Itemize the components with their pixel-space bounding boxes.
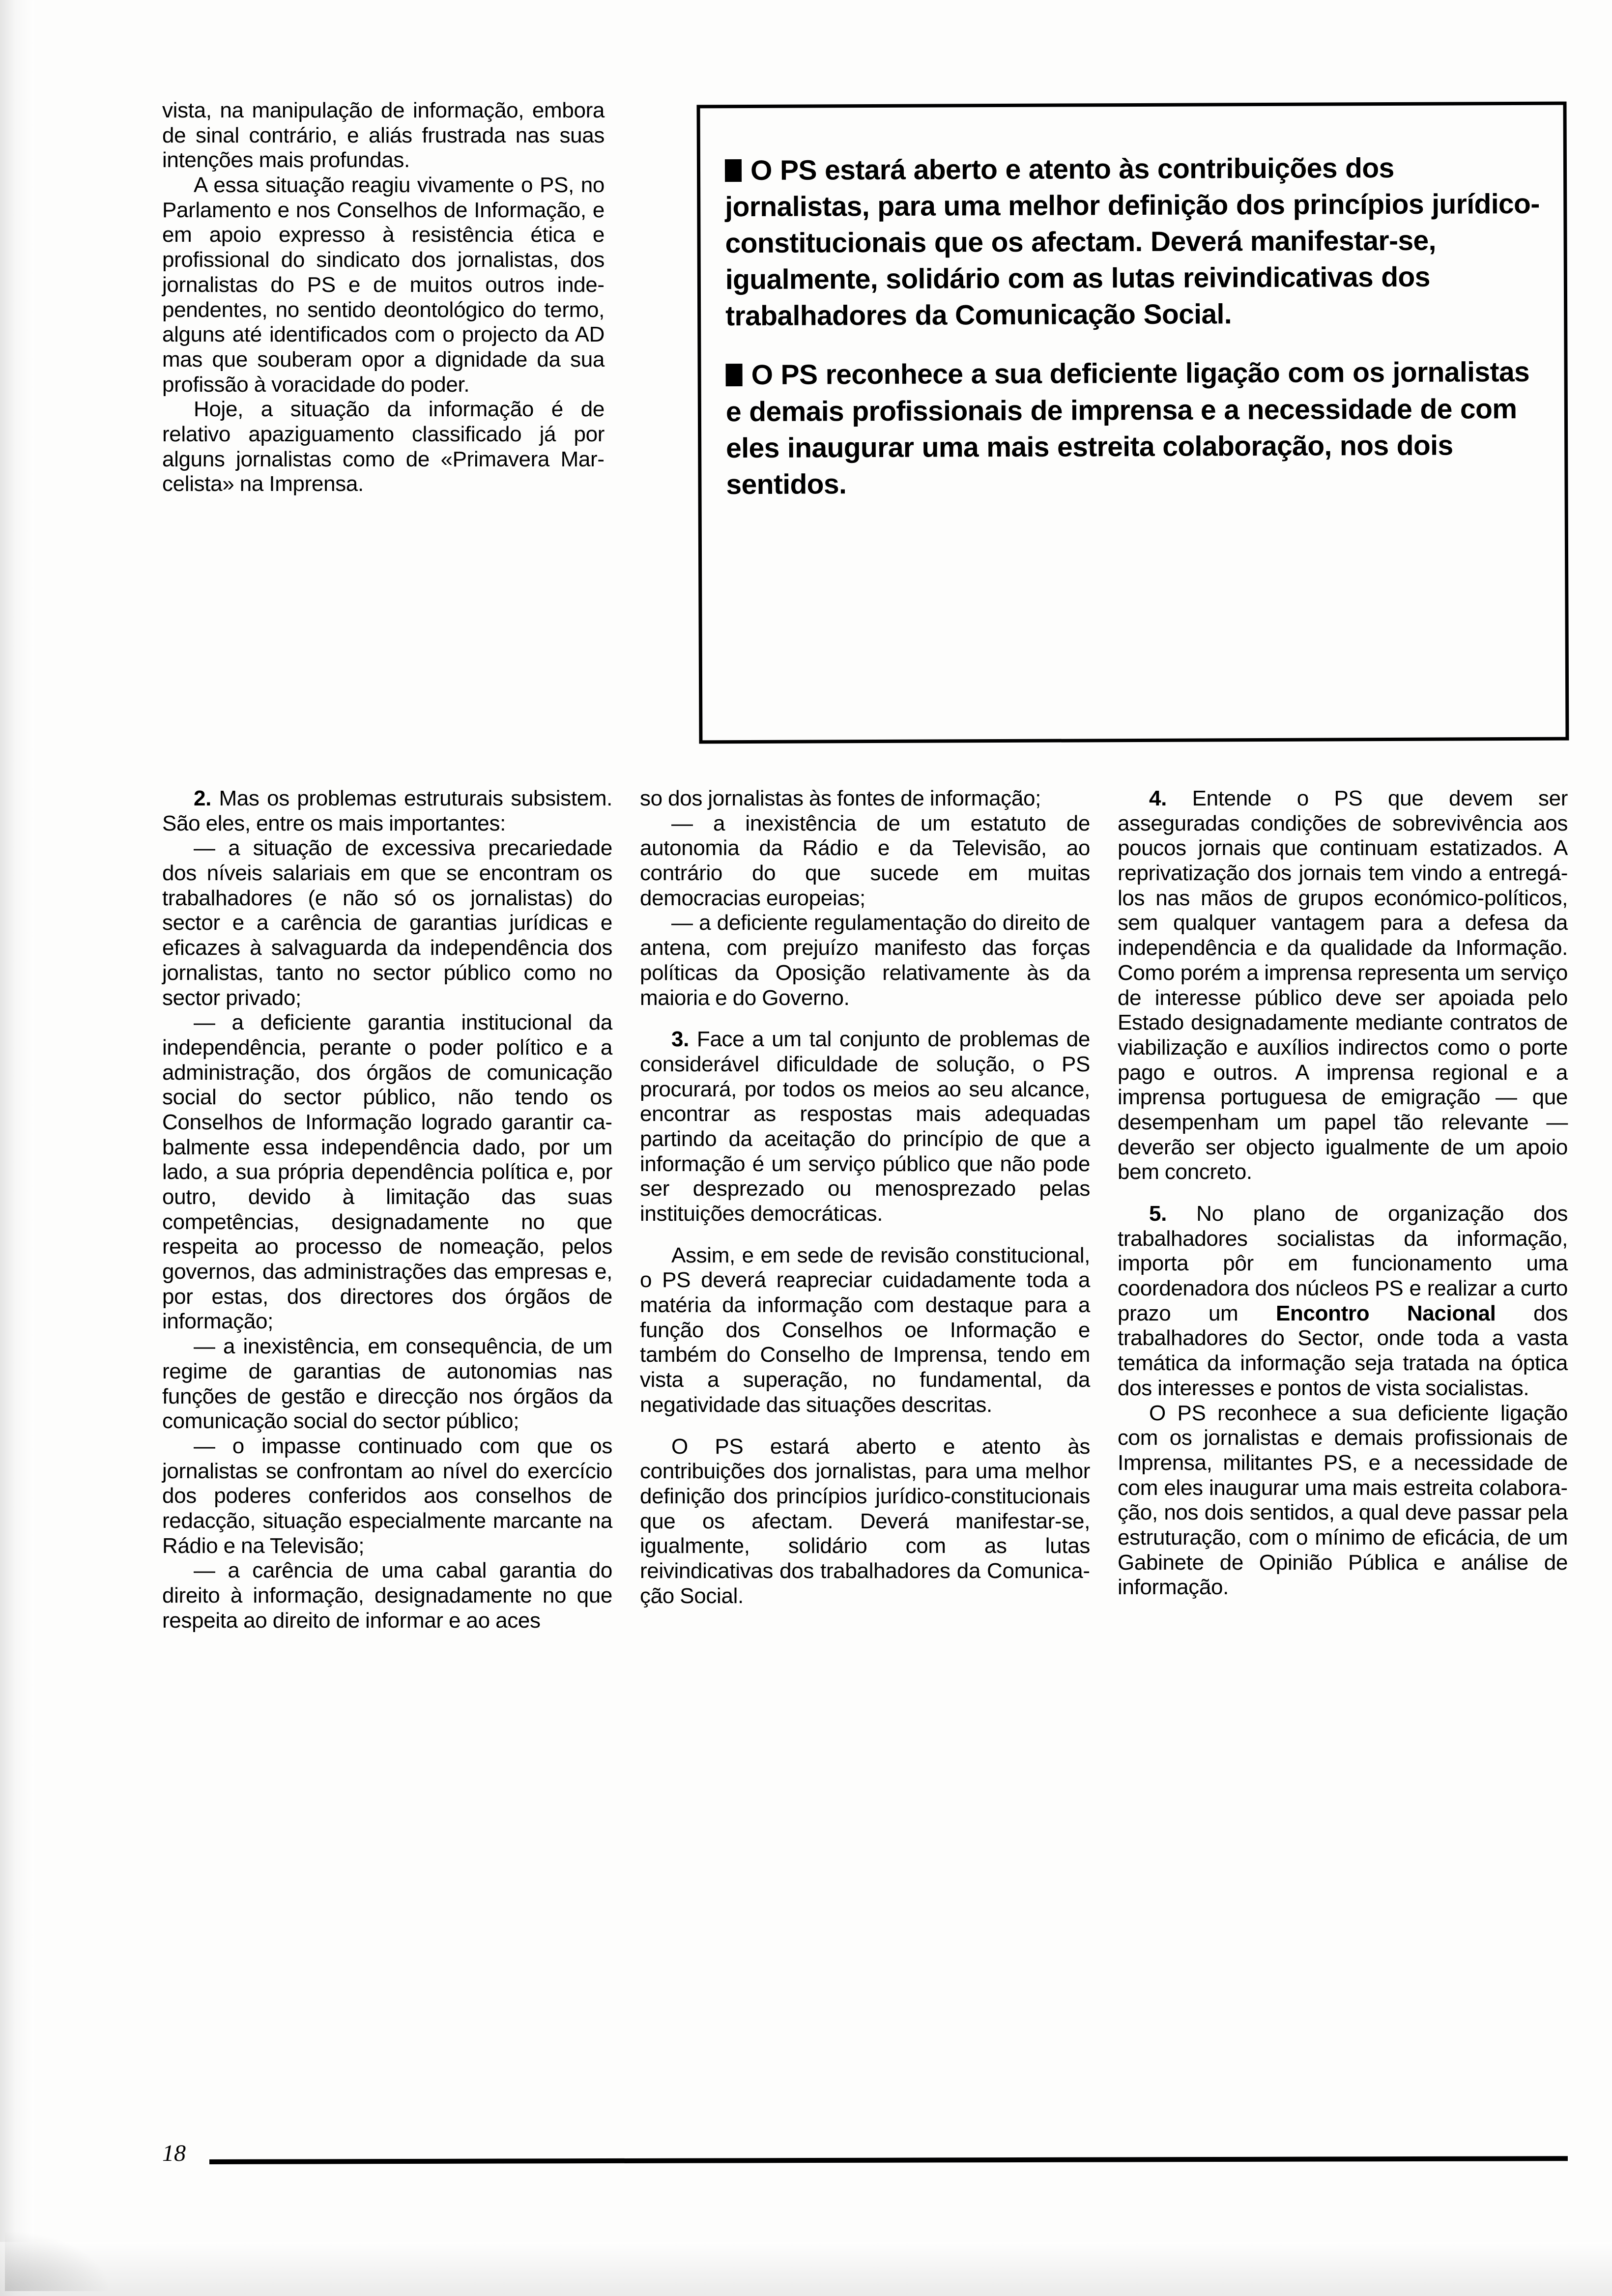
section-3-paragraph <box>640 1027 1090 1227</box>
bullet-paragraph: — a inexistência de um estatuto de autonomia da Rádio e da Televisão, ao contrário do que sucede em muitas democracias europeias; <box>640 811 1090 910</box>
bullet-paragraph: — a inexistência, em consequência, de um regime de garantias de autonomias nas funções de gestão e direcção nos órgãos da comunicação social do sector público; <box>162 1334 612 1434</box>
bullet-paragraph: — a carência de uma cabal garantia do direito à informação, designadamente no que respeita ao direito de informar e ao aces <box>162 1558 612 1633</box>
section-4-text: Entende o PS que devem ser asseguradas condições de sobrevivência aos poucos jornais que continuam estatizados. A reprivatização dos jornais tem vindo a entregá-los nas mãos de grupos económico-políticos, sem qualquer vantagem para a defesa da independência e da qualidade da Informação. Como porém a imprensa representa um serviço de interesse público deve ser apoiada pelo Estado designadamente mediante contratos de viabilização e auxílios indirectos como o porte pago e outros. A imprensa regional e a imprensa portuguesa de emigração — que desempenham um papel tão relevante — deverão ser objecto igualmente de um apoio bem concreto. <box>1118 786 1568 1184</box>
pull-quote-text: O PS reconhece a sua deficiente ligação com os jornalistas e demais profissionais de imprensa e a necessidade de com eles inaugurar uma mais estreita colaboração, nos dois sentidos. <box>725 356 1530 500</box>
section-2-lead-text: Mas os problemas estruturais subsistem. São eles, entre os mais importantes: <box>162 786 612 835</box>
folio-page-number: 18 <box>162 2140 186 2166</box>
scan-edge-shading-bottom <box>0 2242 1612 2296</box>
paragraph: A essa situação reagiu vivamente o PS, no Parlamento e nos Conselhos de Informação, e em apoio expresso à resistência ética e profissional do sindicato dos jornalistas, dos jornalistas do PS e de muitos outros independentes, no sentido deontológico do termo, alguns até identificados com o projecto da AD mas que souberam opor a dignidade da sua profissão à voracidade do poder. <box>162 173 604 397</box>
paragraph: vista, na manipulação de informação, embora de sinal contrário, e aliás frustrada nas suas intenções mais profundas. <box>162 98 604 172</box>
section-number: 5. <box>1149 1202 1167 1226</box>
page-footer <box>162 2142 1568 2176</box>
section-number: 4. <box>1149 786 1167 810</box>
paragraph: Assim, e em sede de revisão constitucional, o PS deverá reapreciar cuidadamente toda a matéria da informação com destaque para a função dos Conselhos oe Informação e também do Conselho de Imprensa, tendo em vista a superação, no fundamental, da negatividade das situações descritas. <box>640 1243 1090 1417</box>
bullet-paragraph-continued: so dos jornalistas às fontes de informação; <box>640 786 1041 810</box>
section-4-paragraph <box>1118 786 1568 1185</box>
paragraph: O PS estará aberto e atento às contribuições dos jornalistas, para uma melhor definição dos princípios jurídico-constitucionais que os afectam. Deverá manifestar-se, igualmente, solidário com as lutas reivindicativas dos trabalhadores da Comunicação Social. <box>640 1434 1090 1608</box>
footer-horizontal-rule <box>209 2156 1568 2164</box>
final-paragraph: O PS reconhece a sua deficiente ligação com os jornalistas e demais profissionais de Imprensa, militantes PS, e a necessidade de com eles inaugurar uma mais estreita colaboração, nos dois sentidos, a qual deve passar pela estruturação, com o mínimo de eficácia, de um Gabinete de Opinião Pública e análise de informação. <box>1118 1401 1568 1600</box>
scan-corner-shadow <box>5 2232 108 2291</box>
section-2-paragraph <box>162 786 612 836</box>
column-2 <box>640 786 1090 2177</box>
pull-quote-box <box>697 102 1569 744</box>
section-5-text-after: dos trabalhadores do Sector, onde toda a vasta temática da informação seja tratada na óptica dos interesses e pontos de vista socialistas. <box>1118 1301 1568 1400</box>
section-number: 3. <box>671 1027 689 1052</box>
encontro-nacional-emphasis: Encontro Nacional <box>1275 1301 1496 1325</box>
column-1 <box>162 786 612 2177</box>
column-3 <box>1118 786 1568 2177</box>
section-3-text: Face a um tal conjunto de problemas de considerável dificuldade de solução, o PS procurará, por todos os meios ao seu alcance, encontrar as respostas mais adequadas partindo da aceitação do princípio de que a informação é um serviço público que não pode ser desprezado ou menosprezado pelas instituições democráticas. <box>640 1027 1090 1226</box>
section-number: 2. <box>194 786 211 810</box>
three-column-body <box>162 786 1568 2177</box>
scan-edge-shading-left <box>0 0 34 2296</box>
top-zone <box>162 98 1568 767</box>
paragraph: Hoje, a situação da informação é de relativo apaziguamento classificado já por alguns jornalistas como de «Primavera Marcelista» na Imprensa. <box>162 397 604 496</box>
bullet-paragraph: — o impasse continuado com que os jornalistas se confrontam ao nível do exercício dos poderes conferidos aos conselhos de redacção, situação especialmente marcante na Rádio e na Televisão; <box>162 1434 612 1558</box>
black-square-bullet-icon <box>725 159 742 182</box>
section-5-paragraph <box>1118 1202 1568 1401</box>
bullet-paragraph: — a deficiente garantia institucional da independência, perante o poder político e a administração, dos órgãos de comunicação social do sector público, não tendo os Conselhos de Informação logrado garantir cabalmente essa independência dado, por um lado, a sua própria dependência política e, por outro, devido à limitação das suas competências, designadamente no que respeita ao processo de nomeação, pelos governos, das administrações das empresas e, por estas, dos directores dos órgãos de informação; <box>162 1010 612 1334</box>
black-square-bullet-icon <box>726 364 743 387</box>
section-5-text-before: No plano de organização dos trabalhadores socialistas da informação, importa pôr em funcionamento uma coordenadora dos núcleos PS e realizar a curto prazo um <box>1118 1202 1568 1325</box>
bullet-paragraph: — a situação de excessiva precariedade dos níveis salariais em que se encontram os trabalhadores (e não só os jornalistas) do sector e a carência de garantias jurídicas e eficazes à salvaguarda da independência dos jornalistas, tanto no sector público como no sector privado; <box>162 836 612 1010</box>
pull-quote-text: O PS estará aberto e atento às contribuições dos jornalistas, para uma melhor definição dos princípios jurídico-constitucionais que os afectam. Deverá manifestar-se, igualmente, solidário com as lutas reivindicativas dos trabalhadores da Comunicação Social. <box>725 152 1540 332</box>
column-1-top <box>162 98 604 497</box>
page-content-area <box>123 59 1568 2236</box>
pull-quote-item <box>725 354 1542 503</box>
pull-quote-item <box>725 149 1541 335</box>
bullet-paragraph: — a deficiente regulamentação do direito de antena, com prejuízo manifesto das forças políticas da Oposição relativamente às da maioria e do Governo. <box>640 911 1090 1010</box>
